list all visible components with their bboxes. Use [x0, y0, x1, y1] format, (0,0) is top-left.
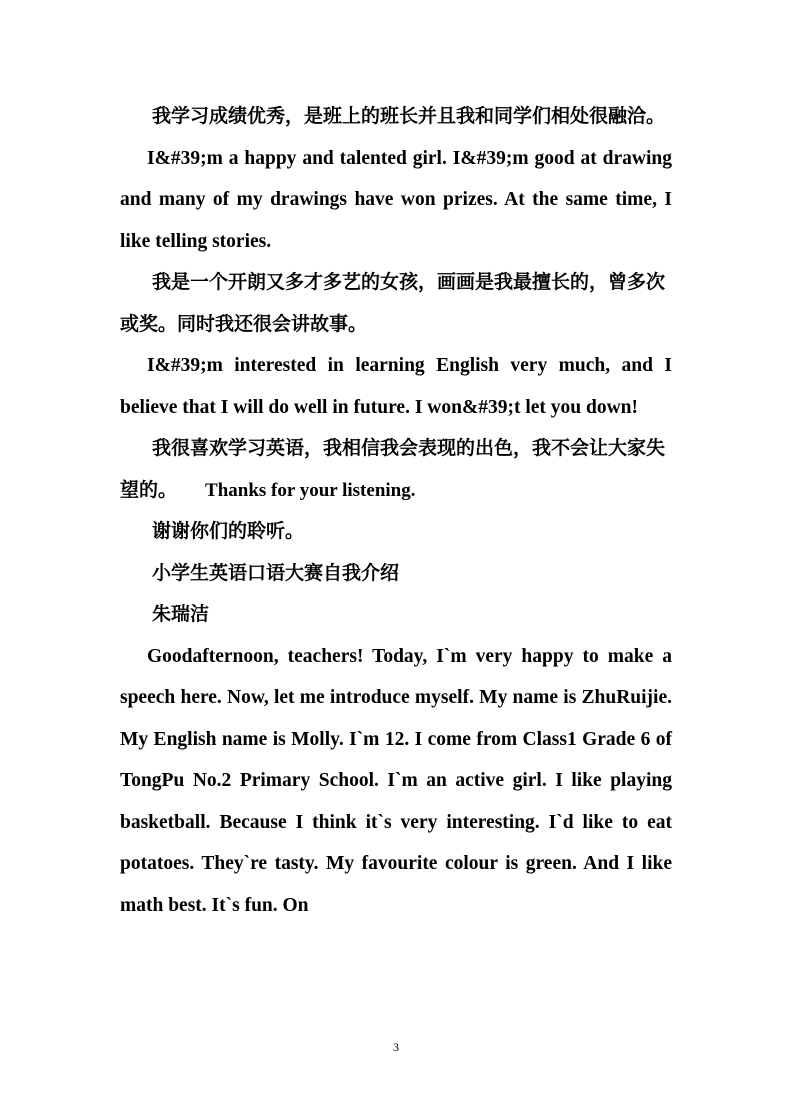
paragraph-zh-grades: 我学习成绩优秀，是班上的班长并且我和同学们相处很融洽。 [152, 105, 666, 127]
paragraph-en-talented: I&#39;m a happy and talented girl. I&#39;m good at drawing and many of my drawings have won prizes. At the same time, I like telling stories. [120, 147, 672, 252]
paragraph-zh-talented: 我是一个开朗又多才多艺的女孩，画画是我最擅长的，曾多次或奖。同时我还很会讲故事。 [120, 271, 666, 335]
paragraph-en-introduction: Goodafternoon, teachers! Today, I`m very happy to make a speech here. Now, let me introduce myself. My name is ZhuRuijie. My English name is Molly. I`m 12. I come from Class1 Grade 6 of TongPu No.2 Primary School. I`m an active girl. I like playing basketball. Because I think it`s very interesting. I`d like to eat potatoes. They`re tasty. My favourite colour is green. And I like math best. It`s fun. On [120, 645, 672, 916]
text-en-thanks: Thanks for your listening. [205, 479, 416, 501]
author-name: 朱瑞洁 [152, 603, 210, 625]
paragraph-en-english: I&#39;m interested in learning English very much, and I believe that I will do well in future. I won&#39;t let you down! [120, 355, 672, 418]
text-zh-english: 我很喜欢学习英语，我相信我会表现的出色，我不会让大家失望的。 [120, 437, 666, 501]
paragraph-zh-thanks: 谢谢你们的聆听。 [152, 520, 305, 542]
section-title: 小学生英语口语大赛自我介绍 [152, 561, 400, 584]
page-number: 3 [393, 1040, 399, 1054]
paragraph-zh-english [120, 428, 672, 511]
document-body [120, 96, 672, 926]
